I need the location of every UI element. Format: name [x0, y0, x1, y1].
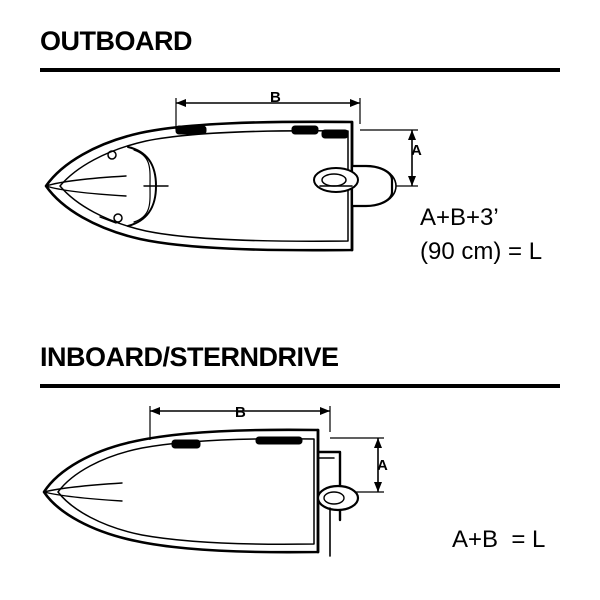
dimension-label-a-outboard: A: [408, 143, 425, 158]
formula-outboard-line1: A+B+3’: [420, 204, 499, 231]
section-title-outboard: OUTBOARD: [40, 26, 192, 56]
section-title-inboard-sterndrive: INBOARD/STERNDRIVE: [40, 342, 339, 372]
dimension-label-b-inboard: B: [232, 405, 249, 420]
formula-inboard-sterndrive: A+B = L: [452, 526, 546, 553]
title-divider-outboard: [40, 68, 560, 72]
section-inboard-sterndrive: [0, 310, 600, 600]
dimension-label-a-inboard: A: [374, 458, 391, 473]
title-divider-inboard-sterndrive: [40, 384, 560, 388]
dimension-label-b-outboard: B: [267, 90, 284, 105]
formula-outboard-line2: (90 cm) = L: [420, 238, 543, 265]
